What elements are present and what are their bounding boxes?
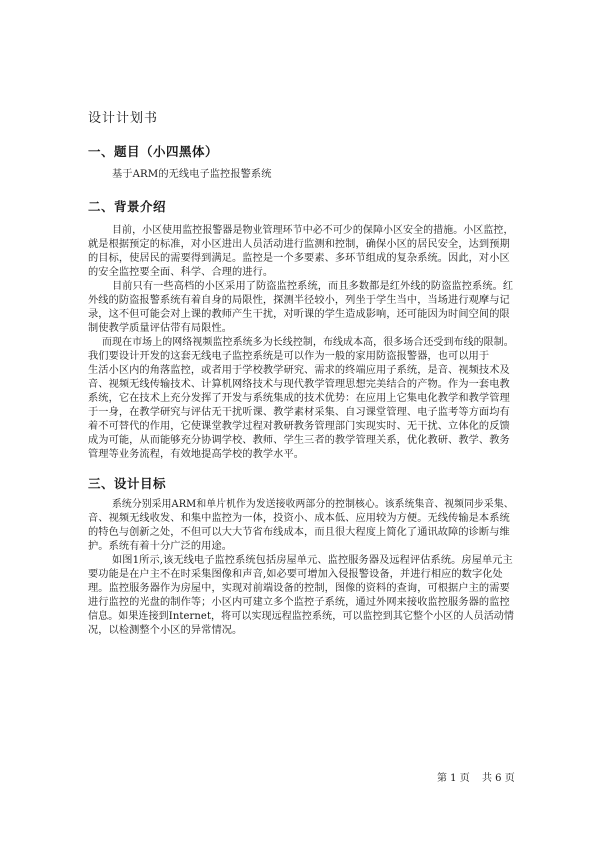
paragraph-line: 护。系统有着十分广泛的用途。: [88, 541, 233, 552]
paragraph-line: 目前，小区使用监控报警器是物业管理环节中必不可少的保障小区安全的措施。小区监控，: [112, 225, 514, 236]
page-number: 第 1 页: [437, 773, 470, 784]
topic-text: 基于ARM的无线电子监控报警系统: [112, 169, 272, 180]
paragraph-line: 我们要设计开发的这套无线电子监控系统是可以作为一般的家用防盗报警器，也可以用于: [88, 351, 490, 362]
section-heading-goals: 三、设计目标: [88, 476, 167, 491]
page-total: 共 6 页: [482, 773, 515, 784]
paragraph-line: 的目标，使居民的需要得到满足。监控是一个多要素、多环节组成的复杂系统。因此，对小区: [88, 253, 510, 264]
paragraph-line: 就是根据预定的标准，对小区进出人员活动进行监测和控制，确保小区的居民安全，达到预期: [88, 239, 510, 250]
paragraph-line: 而现在市场上的网络视频监控系统多为长线控制，布线成本高，很多场合还受到布线的限制。: [102, 337, 514, 348]
paragraph-line: 况，以检测整个小区的异常情况。: [88, 625, 243, 636]
paragraph-line: 进行监控的光盘的制作等；小区内可建立多个监控子系统，通过外网来接收监控服务器的监控: [88, 597, 510, 608]
paragraph-line: 音、视频无线传输技术、计算机网络技术与现代教学管理思想完美结合的产物。作为一套电教: [88, 379, 510, 390]
section-heading-topic: 一、题目（小四黑体）: [88, 144, 219, 159]
paragraph-line: 信息。如果连接到Internet，将可以实现远程监控系统，可以监控到其它整个小区的人员活动情: [88, 611, 514, 622]
paragraph-line: 如图1所示,该无线电子监控系统包括房屋单元、监控服务器及远程评估系统。房屋单元主: [112, 555, 513, 566]
paragraph-line: 系统分别采用ARM和单片机作为发送接收两部分的控制核心。该系统集音、视频同步采集、: [112, 499, 514, 510]
paragraph-line: 着不可替代的作用，它使课堂教学过程对教研教务管理部门实现实时、无干扰、立体化的反馈: [88, 421, 510, 432]
paragraph-line: 的安全监控要全面、科学、合理的进行。: [88, 267, 274, 278]
paragraph-line: 要功能是在户主不在时采集图像和声音,如必要可增加入侵报警设备，并进行相应的数字化处: [88, 569, 503, 580]
paragraph-line: 目前只有一些高档的小区采用了防盗监控系统，而且多数都是红外线的防盗监控系统。红: [112, 281, 514, 292]
paragraph-line: 音、视频无线收发、和集中监控为一体，投资小、成本低、应用较为方便。无线传输是本系统: [88, 513, 510, 524]
paragraph-line: 的特色与创新之处，不但可以大大节省布线成本，而且很大程度上简化了通讯故障的诊断与维: [88, 527, 510, 538]
paragraph-line: 外线的防盗报警系统有着自身的局限性，探测半径较小，列坐于学生当中，当场进行观摩与记: [88, 295, 510, 306]
paragraph-line: 于一身，在教学研究与评估无干扰听课、教学素材采集、自习课堂管理、电子监考等方面均有: [88, 407, 510, 418]
section-heading-background: 二、背景介绍: [88, 199, 167, 214]
paragraph-line: 理。监控服务器作为房屋中，实现对前端设备的控制，图像的资料的查询，可根据户主的需要: [88, 583, 510, 594]
document-title: 设计计划书: [88, 111, 159, 126]
paragraph-line: 录，这不但可能会对上课的教师产生干扰，对听课的学生造成影响，还可能因为时间空间的限: [88, 309, 510, 320]
paragraph-line: 制使教学质量评估带有局限性。: [88, 323, 233, 334]
paragraph-line: 成为可能，从而能够充分协调学校、教师、学生三者的教学管理关系，优化教研、教学、教务: [88, 435, 510, 446]
paragraph-line: 生活小区内的角落监控，或者用于学校教学研究、需求的终端应用子系统，是音、视频技术及: [88, 365, 510, 376]
paragraph-line: 系统，它在技术上充分发挥了开发与系统集成的技术优势：在应用上它集电化教学和教学管理: [88, 393, 510, 404]
paragraph-line: 管理等业务流程，有效地提高学校的教学水平。: [88, 449, 305, 460]
